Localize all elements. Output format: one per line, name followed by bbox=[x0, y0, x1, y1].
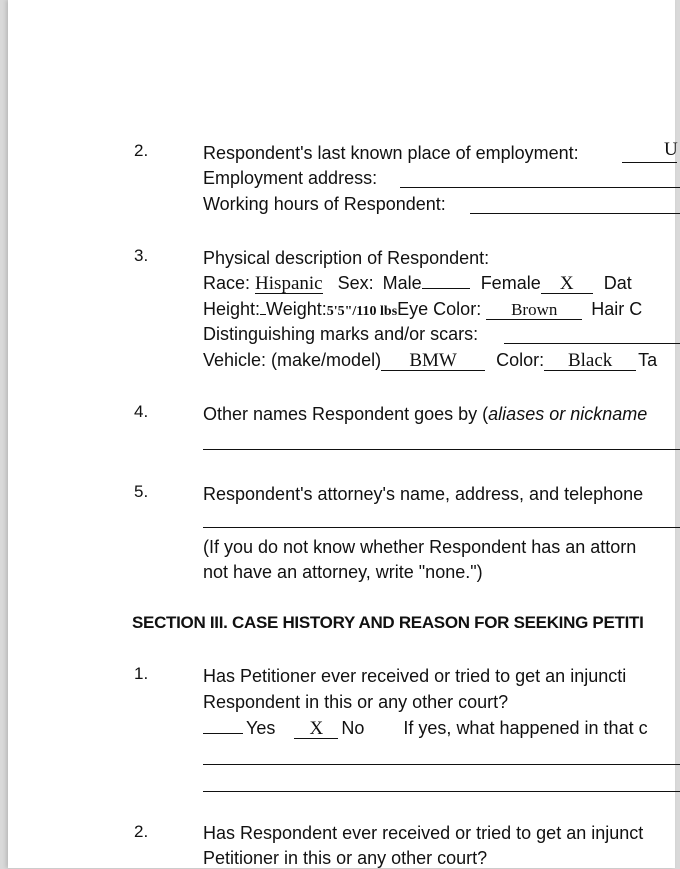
attorney-note-line-1: (If you do not know whether Respondent has an attorn bbox=[203, 537, 637, 557]
working-hours-line[interactable] bbox=[470, 213, 680, 214]
item-3-number: 3. bbox=[134, 246, 149, 265]
question-1-number: 1. bbox=[134, 664, 149, 683]
question-1-line-2: Respondent in this or any other court? bbox=[203, 692, 509, 712]
male-label: Male bbox=[382, 273, 422, 293]
question-1-answer-row bbox=[203, 717, 648, 739]
aliases-answer-line[interactable] bbox=[203, 449, 680, 450]
no-label: No bbox=[341, 718, 365, 738]
item-4-number: 4. bbox=[134, 402, 149, 421]
question-2-line-1: Has Respondent ever received or tried to get an injunct bbox=[203, 823, 644, 843]
question-1-answer-line-1[interactable] bbox=[203, 764, 680, 765]
question-1-answer-line-2[interactable] bbox=[203, 791, 680, 792]
weight-label: Weight: bbox=[266, 299, 327, 319]
employment-address-label: Employment address: bbox=[203, 168, 378, 188]
distinguishing-marks-line[interactable] bbox=[504, 343, 680, 344]
female-label: Female bbox=[480, 273, 541, 293]
sex-label: Sex: bbox=[337, 273, 374, 293]
physical-description-heading: Physical description of Respondent: bbox=[203, 248, 490, 268]
section-3-heading: SECTION III. CASE HISTORY AND REASON FOR SEEKING PETITI bbox=[132, 613, 644, 632]
vehicle-label: Vehicle: (make/model) bbox=[203, 350, 382, 370]
working-hours-label: Working hours of Respondent: bbox=[203, 194, 446, 214]
vehicle-row bbox=[203, 349, 657, 371]
question-2-line-2: Petitioner in this or any other court? bbox=[203, 848, 488, 868]
question-2-number: 2. bbox=[134, 822, 149, 841]
male-field[interactable] bbox=[422, 288, 470, 289]
height-weight-value: 5'5"/110 lbs bbox=[326, 304, 398, 319]
yes-field[interactable] bbox=[203, 733, 243, 734]
aliases-italic: aliases or nickname bbox=[488, 404, 648, 424]
aliases-text: Other names Respondent goes by ( bbox=[203, 404, 489, 424]
attorney-answer-line[interactable] bbox=[203, 527, 680, 528]
distinguishing-marks-label: Distinguishing marks and/or scars: bbox=[203, 324, 479, 344]
vehicle-color-label: Color: bbox=[496, 350, 545, 370]
eye-color-field[interactable]: Brown bbox=[486, 300, 582, 320]
no-field[interactable]: X bbox=[294, 719, 338, 739]
question-1-followup: If yes, what happened in that c bbox=[403, 718, 648, 738]
question-1-line-1: Has Petitioner ever received or tried to get an injuncti bbox=[203, 666, 627, 686]
vehicle-field[interactable]: BMW bbox=[381, 351, 485, 371]
female-field[interactable]: X bbox=[541, 274, 593, 294]
item-5-number: 5. bbox=[134, 482, 149, 501]
date-label: Dat bbox=[603, 273, 632, 293]
item-2-number: 2. bbox=[134, 141, 149, 160]
vehicle-color-field[interactable]: Black bbox=[544, 351, 636, 371]
yes-label: Yes bbox=[246, 718, 276, 738]
attorney-note-line-2: not have an attorney, write "none.") bbox=[203, 562, 483, 582]
aliases-question bbox=[203, 403, 647, 425]
height-weight-row bbox=[203, 298, 642, 323]
employment-place-value: U bbox=[664, 139, 678, 160]
race-label: Race: bbox=[203, 273, 251, 293]
employment-address-line[interactable] bbox=[400, 187, 680, 188]
document-page bbox=[8, 0, 678, 868]
employment-place-line[interactable] bbox=[622, 162, 677, 163]
tag-label: Ta bbox=[638, 350, 658, 370]
race-sex-row bbox=[203, 272, 632, 294]
hair-color-label: Hair C bbox=[591, 299, 643, 319]
attorney-question: Respondent's attorney's name, address, and telephone bbox=[203, 484, 644, 504]
eye-color-label: Eye Color: bbox=[397, 299, 482, 319]
employment-place-label: Respondent's last known place of employment: bbox=[203, 143, 579, 163]
height-label: Height: bbox=[203, 299, 261, 319]
race-field[interactable]: Hispanic bbox=[255, 273, 323, 294]
